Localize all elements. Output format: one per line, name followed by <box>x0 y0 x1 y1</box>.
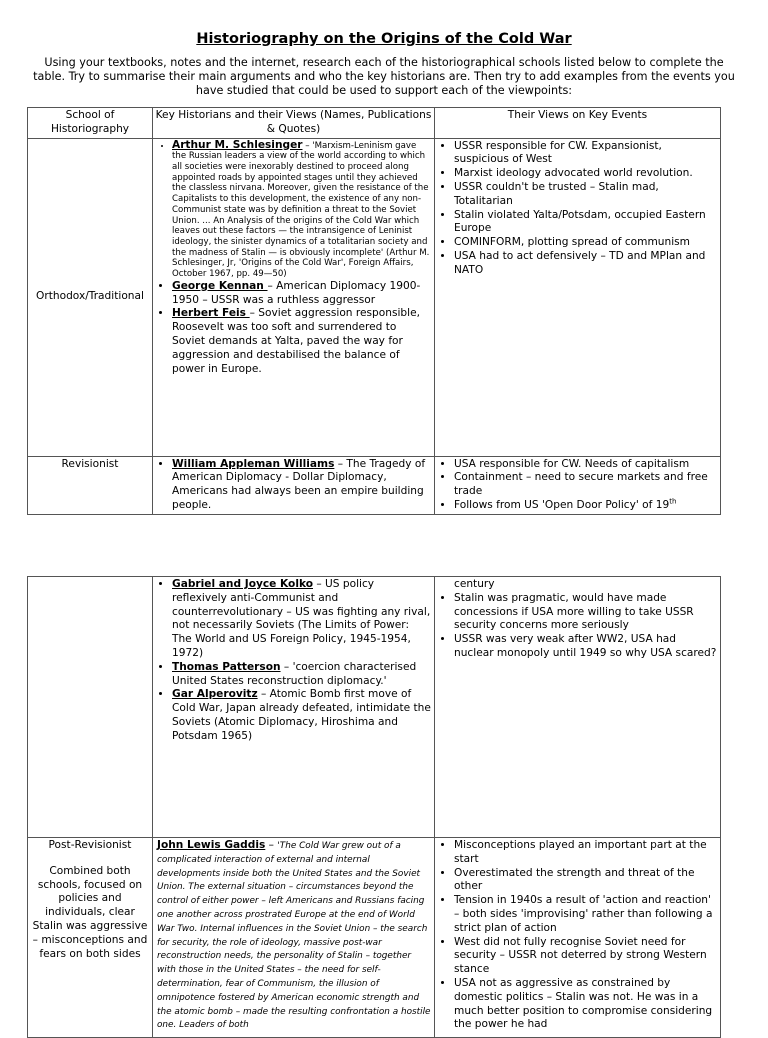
list-item: • West did not fully recognise Soviet need for security – USSR not deterred by strong Western stance <box>454 936 718 977</box>
event-continuation: century <box>454 578 495 590</box>
historian-name: Arthur M. Schlesinger <box>172 138 303 151</box>
list-item: • COMINFORM, plotting spread of communism <box>454 236 718 250</box>
table-row-post-revisionist <box>28 838 721 1038</box>
historian-name: Gar Alperovitz <box>172 688 258 701</box>
historian-dash: – <box>265 839 278 851</box>
events-post-revisionist <box>435 838 721 1038</box>
list-item <box>454 499 718 513</box>
historian-view: – American Diplomacy 1900-1950 – USSR was a ruthless aggressor <box>172 279 421 306</box>
list-item <box>172 280 432 308</box>
historian-name: John Lewis Gaddis <box>157 839 266 851</box>
school-orthodox: Orthodox/Traditional <box>28 138 153 456</box>
list-item: • Stalin was pragmatic, would have made concessions if USA more willing to take USSR security concerns more seriously <box>454 592 718 633</box>
list-item <box>172 688 432 743</box>
events-revisionist <box>435 456 721 514</box>
list-item: • Marxist ideology advocated world revolution. <box>454 167 718 181</box>
list-item: • Tension in 1940s a result of 'action and reaction' – both sides 'improvising' rather than following a strict plan of action <box>454 894 718 935</box>
historiography-table-continued <box>27 576 721 1038</box>
superscript: th <box>669 497 677 506</box>
page-break <box>0 540 768 576</box>
list-item: • Overestimated the strength and threat of the other <box>454 867 718 895</box>
school-revisionist-cont <box>28 577 153 838</box>
list-item: • Stalin violated Yalta/Potsdam, occupied Eastern Europe <box>454 209 718 237</box>
table-row-revisionist <box>28 456 721 514</box>
historian-view: – US policy reflexively anti-Communist and counterrevolutionary – US was fighting any rival, not necessarily Soviets (The Limits of Power: The World and US Foreign Policy, 1945-1954, 1972) <box>172 578 431 659</box>
historian-view: – Atomic Bomb first move of Cold War, Japan already defeated, intimidate the Soviets (Atomic Diplomacy, Hiroshima and Potsdam 1965) <box>172 688 431 742</box>
school-post-revisionist <box>28 838 153 1038</box>
events-revisionist-cont <box>435 577 721 838</box>
historian-name: Gabriel and Joyce Kolko <box>172 578 313 590</box>
historian-name: Thomas Patterson <box>172 660 281 673</box>
table-row-revisionist-cont <box>28 577 721 838</box>
page-title: Historiography on the Origins of the Cold War <box>196 31 572 47</box>
historian-entry <box>157 839 432 1032</box>
list-item <box>172 140 432 280</box>
list-item: • USA responsible for CW. Needs of capitalism <box>454 458 718 472</box>
historian-name: Herbert Feis <box>172 307 250 320</box>
list-item: • Misconceptions played an important part at the start <box>454 839 718 867</box>
historian-name: William Appleman Williams <box>172 457 335 470</box>
events-orthodox <box>435 138 721 456</box>
historiography-table <box>27 107 721 515</box>
list-item: • Containment – need to secure markets and free trade <box>454 471 718 499</box>
list-item <box>172 578 432 661</box>
list-item: • USSR was very weak after WW2, USA had nuclear monopoly until 1949 so why USA scared? <box>454 633 718 661</box>
list-item <box>172 458 432 513</box>
list-item <box>172 661 432 689</box>
historian-view: – 'coercion characterised United States reconstruction diplomacy.' <box>172 660 417 687</box>
historians-revisionist <box>153 456 435 514</box>
school-note: Combined both schools, focused on policies and individuals, clear Stalin was aggressive – misconceptions and fears on both sides <box>32 864 148 960</box>
school-name: Post-Revisionist <box>48 839 132 851</box>
historian-quote: 'The Cold War grew out of a complicated interaction of external and internal developments inside both the United States and the Soviet Union. The external situation – circumstances beyond the control of either power – left Americans and Russians facing one another across prostrated Europe at the end of World War Two. Internal influences in the Soviet Union – the search for security, the role of ideology, massive post-war reconstruction needs, the personality of Stalin – together with those in the United States – the need for self-determination, fear of Communism, the illusion of omnipotence fostered by American economic strength and the atomic bomb – made the resulting confrontation a hostile one. Leaders of both <box>157 841 431 1031</box>
list-item: • USA not as aggressive as constrained by domestic politics – Stalin was not. He was in a much better position to compromise considering the power he had <box>454 977 718 1032</box>
historian-view: – Soviet aggression responsible, Roosevelt was too soft and surrendered to Soviet demands at Yalta, paved the way for aggression and destabilised the balance of power in Europe. <box>172 307 420 375</box>
historian-name: George Kennan <box>172 279 268 292</box>
header-school: School of Historiography <box>28 108 153 139</box>
school-revisionist: Revisionist <box>28 456 153 514</box>
instructions: Using your textbooks, notes and the internet, research each of the historiographical schools listed below to complete the table. Try to summarise their main arguments and who the key historians are. Then try to add examples from the events you have studied that could be used to support each of the viewpoints: <box>33 56 735 97</box>
historian-view: – 'Marxism-Leninism gave the Russian leaders a view of the world according to which all societies were inexorably destined to proceed along appointed roads by appointed stages until they achieved the classless nirvana. Moreover, given the resistance of the Capitalists to this development, the existence of any non-Communist state was by definition a threat to the Soviet Union. ... An Analysis of the origins of the Cold War which leaves out these factors — the intransigence of Leninist ideology, the sinister dynamics of a totalitarian society and the madness of Stalin — is obviously incomplete' (Arthur M. Schlesinger, Jr, 'Origins of the Cold War', Foreign Affairs, October 1967, pp. 49—50) <box>172 140 430 280</box>
list-item: • USSR couldn't be trusted – Stalin mad, Totalitarian <box>454 181 718 209</box>
historians-post-revisionist <box>153 838 435 1038</box>
table-row-orthodox <box>28 138 721 456</box>
historians-revisionist-cont <box>153 577 435 838</box>
header-historians: Key Historians and their Views (Names, Publications & Quotes) <box>153 108 435 139</box>
list-item: • USSR responsible for CW. Expansionist, suspicious of West <box>454 140 718 168</box>
historians-orthodox <box>153 138 435 456</box>
list-item: • USA had to act defensively – TD and MPlan and NATO <box>454 250 718 278</box>
table-header-row <box>28 108 721 139</box>
header-events: Their Views on Key Events <box>435 108 721 139</box>
historian-view: – The Tragedy of American Diplomacy - Dollar Diplomacy, Americans had always been an empire building people. <box>172 457 426 511</box>
event-text: Follows from US 'Open Door Policy' of 19 <box>454 498 670 511</box>
list-item <box>172 307 432 376</box>
